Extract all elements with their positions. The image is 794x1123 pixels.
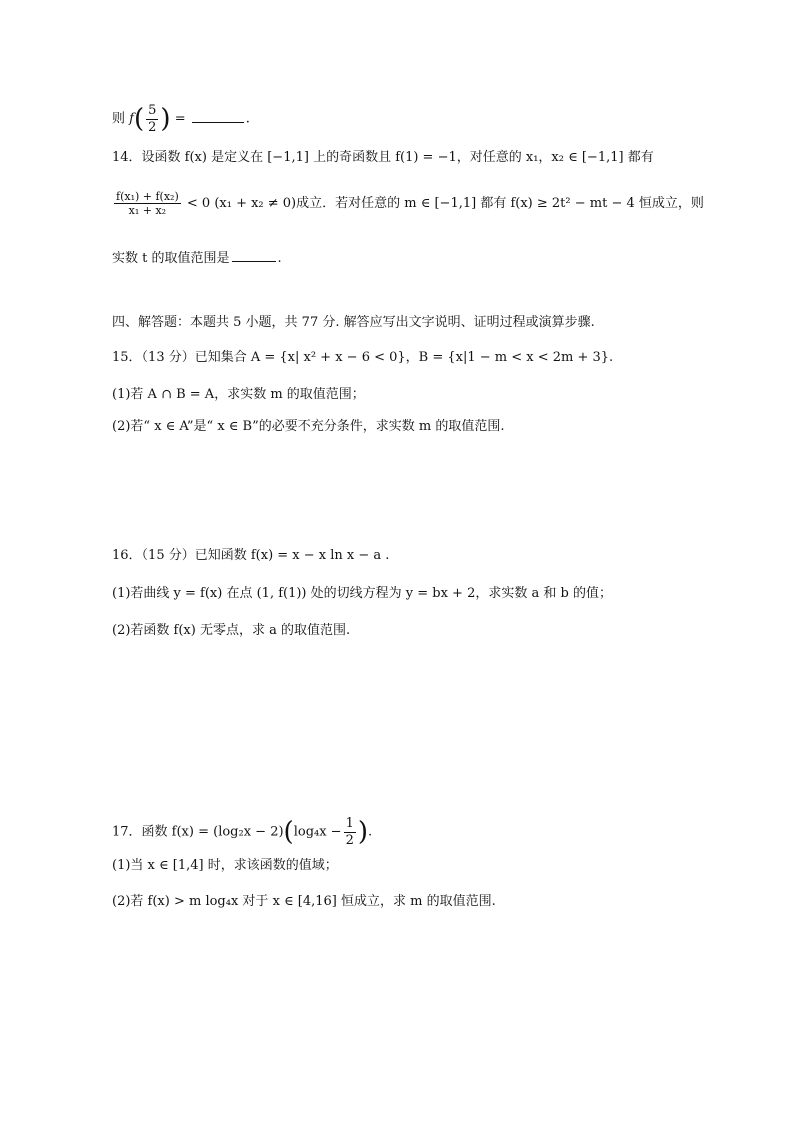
q17-frac-den: 2 <box>345 832 354 848</box>
q17-part2: (2)若 f(x) > m log₄x 对于 x ∈ [4,16] 恒成立，求 m 的取值范围. <box>112 894 496 909</box>
q14-line3-end: . <box>277 251 282 266</box>
q17-stem-prefix: 17．函数 f(x) = (log₂x − 2) <box>112 824 284 840</box>
q13-answer-line <box>112 103 250 135</box>
q17-left-paren: ( <box>283 817 294 848</box>
q16-part1: (1)若曲线 y = f(x) 在点 (1, f(1)) 处的切线方程为 y = bx + 2，求实数 a 和 b 的值； <box>112 586 612 601</box>
q15-stem: 15．（13 分）已知集合 A = {x| x² + x − 6 < 0}，B = {x|1 − m < x < 2m + 3}. <box>112 350 614 365</box>
q15-part1: (1)若 A ∩ B = A，求实数 m 的取值范围； <box>112 387 365 402</box>
q16-part2: (2)若函数 f(x) 无零点，求 a 的取值范围. <box>112 623 351 638</box>
q13-fraction <box>146 103 158 135</box>
q14-line1: 14．设函数 f(x) 是定义在 [−1,1] 上的奇函数且 f(1) = −1，对任意的 x₁，x₂ ∈ [−1,1] 都有 <box>112 150 654 165</box>
q14-line3 <box>112 247 282 269</box>
q13-frac-num: 5 <box>148 103 157 118</box>
section4-heading: 四、解答题：本题共 5 小题，共 77 分. 解答应写出文字说明、证明过程或演算步骤. <box>112 315 595 330</box>
q13-left-paren: ( <box>133 104 145 135</box>
q15-part2: (2)若“ x ∈ A”是“ x ∈ B”的必要不充分条件，求实数 m 的取值范围. <box>112 419 505 434</box>
q13-answer-blank[interactable] <box>192 108 244 123</box>
q13-right-paren: ) <box>160 104 171 135</box>
q14-frac-den: x₁ + x₂ <box>128 204 167 218</box>
q17-stem <box>112 816 372 848</box>
q14-fraction <box>114 190 181 217</box>
q17-stem-inner: log₄x − <box>293 824 342 840</box>
q17-frac-num: 1 <box>345 816 354 831</box>
q13-prefix: 则 <box>112 111 126 127</box>
q14-line2 <box>112 190 704 217</box>
q17-part1: (1)当 x ∈ [1,4] 时，求该函数的值域； <box>112 858 338 873</box>
q17-right-paren: ) <box>357 817 369 848</box>
q14-line3-text: 实数 t 的取值范围是 <box>112 251 230 266</box>
q13-end: . <box>245 111 250 127</box>
q16-stem: 16．（15 分）已知函数 f(x) = x − x ln x − a . <box>112 548 390 563</box>
q13-frac-den: 2 <box>148 119 157 135</box>
q13-function-name: f <box>129 111 134 127</box>
q14-answer-blank[interactable] <box>232 247 276 262</box>
q14-line2-text: < 0 (x₁ + x₂ ≠ 0)成立．若对任意的 m ∈ [−1,1] 都有 f(x) ≥ 2t² − mt − 4 恒成立，则 <box>186 196 704 212</box>
q13-equals: = <box>174 111 186 127</box>
q14-frac-num: f(x₁) + f(x₂) <box>116 190 179 203</box>
q17-fraction <box>344 816 356 848</box>
q17-stem-end: . <box>368 824 373 840</box>
